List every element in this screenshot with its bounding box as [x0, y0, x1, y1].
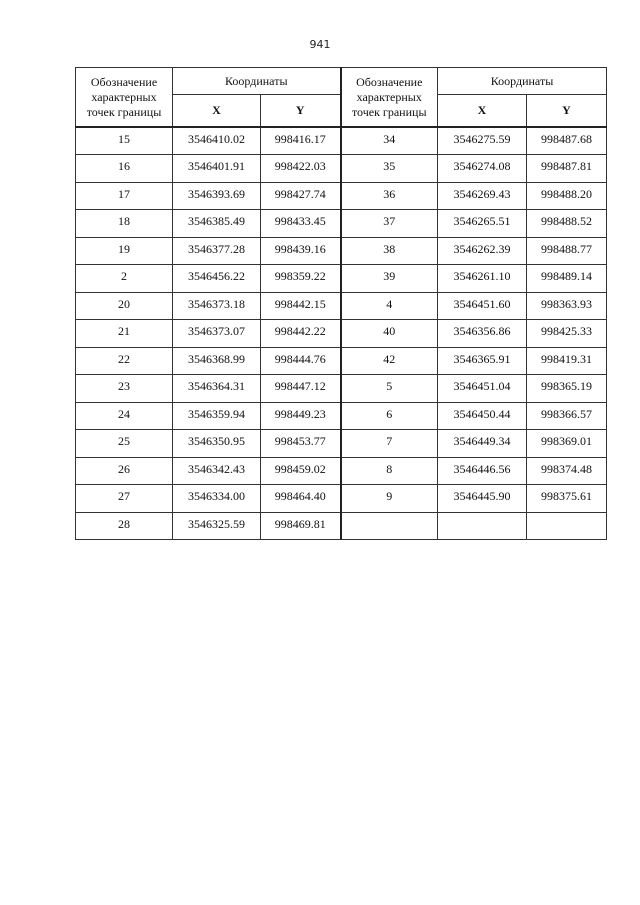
cell-left-y: 998469.81	[261, 512, 341, 540]
cell-left-x: 3546385.49	[173, 210, 261, 238]
cell-right-y: 998488.20	[527, 182, 607, 210]
table-row	[76, 320, 607, 348]
cell-right-x: 3546356.86	[438, 320, 527, 348]
cell-left-x: 3546342.43	[173, 457, 261, 485]
cell-left-y: 998447.12	[261, 375, 341, 403]
table-row	[76, 485, 607, 513]
table-row	[76, 430, 607, 458]
cell-right-x: 3546265.51	[438, 210, 527, 238]
cell-left-y: 998459.02	[261, 457, 341, 485]
cell-left-point: 28	[76, 512, 173, 540]
cell-left-point: 19	[76, 237, 173, 265]
table-row	[76, 127, 607, 155]
cell-left-x: 3546456.22	[173, 265, 261, 293]
cell-left-x: 3546373.07	[173, 320, 261, 348]
cell-left-x: 3546325.59	[173, 512, 261, 540]
cell-right-y: 998488.77	[527, 237, 607, 265]
cell-right-point: 9	[341, 485, 438, 513]
cell-left-y: 998439.16	[261, 237, 341, 265]
cell-left-x: 3546350.95	[173, 430, 261, 458]
cell-left-y: 998442.22	[261, 320, 341, 348]
cell-right-point: 42	[341, 347, 438, 375]
cell-left-y: 998427.74	[261, 182, 341, 210]
cell-right-point: 37	[341, 210, 438, 238]
cell-right-y: 998487.68	[527, 127, 607, 155]
cell-right-y: 998488.52	[527, 210, 607, 238]
cell-left-y: 998422.03	[261, 155, 341, 183]
cell-right-point: 38	[341, 237, 438, 265]
coordinates-header-right: Координаты	[438, 68, 607, 95]
cell-right-x: 3546445.90	[438, 485, 527, 513]
cell-right-point: 35	[341, 155, 438, 183]
cell-right-y: 998369.01	[527, 430, 607, 458]
cell-right-y: 998366.57	[527, 402, 607, 430]
table-body	[76, 127, 607, 540]
cell-left-y: 998444.76	[261, 347, 341, 375]
y-header-right: Y	[527, 95, 607, 128]
cell-left-point: 24	[76, 402, 173, 430]
cell-left-y: 998416.17	[261, 127, 341, 155]
cell-right-x: 3546446.56	[438, 457, 527, 485]
cell-left-x: 3546410.02	[173, 127, 261, 155]
cell-left-x: 3546401.91	[173, 155, 261, 183]
cell-right-x: 3546365.91	[438, 347, 527, 375]
cell-right-point: 34	[341, 127, 438, 155]
table-row	[76, 265, 607, 293]
cell-right-y: 998419.31	[527, 347, 607, 375]
table-row	[76, 347, 607, 375]
table-row	[76, 292, 607, 320]
cell-left-point: 22	[76, 347, 173, 375]
cell-right-point: 7	[341, 430, 438, 458]
cell-right-point	[341, 512, 438, 540]
cell-right-x: 3546275.59	[438, 127, 527, 155]
cell-left-point: 18	[76, 210, 173, 238]
x-header-left: X	[173, 95, 261, 128]
y-header-left: Y	[261, 95, 341, 128]
cell-right-y: 998374.48	[527, 457, 607, 485]
cell-right-x: 3546450.44	[438, 402, 527, 430]
cell-left-point: 15	[76, 127, 173, 155]
cell-right-y: 998489.14	[527, 265, 607, 293]
cell-right-point: 5	[341, 375, 438, 403]
cell-left-point: 21	[76, 320, 173, 348]
cell-left-point: 23	[76, 375, 173, 403]
cell-right-x: 3546274.08	[438, 155, 527, 183]
cell-left-point: 25	[76, 430, 173, 458]
cell-left-point: 26	[76, 457, 173, 485]
cell-right-x: 3546449.34	[438, 430, 527, 458]
cell-left-y: 998433.45	[261, 210, 341, 238]
cell-right-x: 3546269.43	[438, 182, 527, 210]
cell-left-y: 998359.22	[261, 265, 341, 293]
cell-left-y: 998442.15	[261, 292, 341, 320]
cell-left-y: 998453.77	[261, 430, 341, 458]
cell-right-x: 3546451.60	[438, 292, 527, 320]
cell-right-point: 4	[341, 292, 438, 320]
cell-right-x	[438, 512, 527, 540]
cell-right-y: 998487.81	[527, 155, 607, 183]
cell-right-point: 8	[341, 457, 438, 485]
cell-right-x: 3546261.10	[438, 265, 527, 293]
cell-left-y: 998464.40	[261, 485, 341, 513]
cell-right-y: 998365.19	[527, 375, 607, 403]
x-header-right: X	[438, 95, 527, 128]
cell-left-x: 3546368.99	[173, 347, 261, 375]
table-row	[76, 457, 607, 485]
point-label-header-left: Обозначение характерных точек границы	[76, 68, 173, 128]
table-row	[76, 182, 607, 210]
cell-right-y: 998425.33	[527, 320, 607, 348]
cell-left-point: 2	[76, 265, 173, 293]
cell-right-point: 40	[341, 320, 438, 348]
table-row	[76, 512, 607, 540]
table-row	[76, 155, 607, 183]
page-number: 941	[309, 38, 331, 51]
cell-left-y: 998449.23	[261, 402, 341, 430]
coordinates-header-left: Координаты	[173, 68, 341, 95]
cell-right-y	[527, 512, 607, 540]
cell-right-point: 36	[341, 182, 438, 210]
table-header-row	[76, 68, 607, 95]
cell-left-point: 20	[76, 292, 173, 320]
table-row	[76, 237, 607, 265]
cell-left-x: 3546393.69	[173, 182, 261, 210]
cell-right-point: 39	[341, 265, 438, 293]
cell-left-x: 3546359.94	[173, 402, 261, 430]
cell-left-point: 16	[76, 155, 173, 183]
cell-left-point: 17	[76, 182, 173, 210]
cell-right-y: 998375.61	[527, 485, 607, 513]
cell-left-x: 3546364.31	[173, 375, 261, 403]
table-row	[76, 210, 607, 238]
cell-right-point: 6	[341, 402, 438, 430]
cell-left-point: 27	[76, 485, 173, 513]
cell-right-x: 3546262.39	[438, 237, 527, 265]
point-label-header-right: Обозначение характерных точек границы	[341, 68, 438, 128]
table-row	[76, 375, 607, 403]
cell-left-x: 3546373.18	[173, 292, 261, 320]
cell-left-x: 3546377.28	[173, 237, 261, 265]
table-row	[76, 402, 607, 430]
cell-right-y: 998363.93	[527, 292, 607, 320]
boundary-coordinates-table	[75, 67, 607, 540]
cell-right-x: 3546451.04	[438, 375, 527, 403]
cell-left-x: 3546334.00	[173, 485, 261, 513]
